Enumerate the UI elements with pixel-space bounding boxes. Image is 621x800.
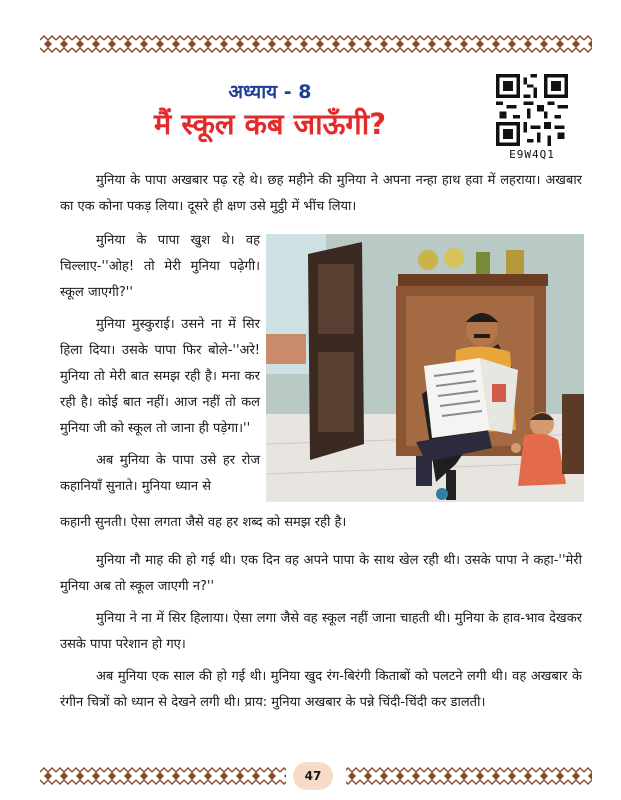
page-number: 47 xyxy=(293,762,333,790)
qr-block[interactable] xyxy=(494,74,570,161)
paragraph-5: मुनिया नौ माह की हो गई थी। एक दिन वह अपने पापा के साथ खेल रही थी। उसके पापा ने कहा-''मेरी मुनिया अब तो स्कूल जाएगी न?'' xyxy=(60,553,582,594)
paragraph-3: मुनिया मुस्कुराई। उसने ना में सिर हिला दिया। उसके पापा फिर बोले-''अरे! मुनिया तो मेरी बात समझ रही है। मना कर रही है। कोई बात नहीं। आज नहीं तो कल मुनिया जी को स्कूल तो जाना ही पड़ेगा।'' xyxy=(60,317,260,436)
paragraph-6: मुनिया ने ना में सिर हिलाया। ऐसा लगा जैसे वह स्कूल नहीं जाना चाहती थी। मुनिया के हाव-भाव देखकर उसके पापा परेशान हो गए। xyxy=(60,611,582,652)
paragraph-7: अब मुनिया एक साल की हो गई थी। मुनिया खुद रंग-बिरंगी किताबों को पलटने लगी थी। वह अखबार के रंगीन चित्रों को ध्यान से देखने लगी थी। प्राय: मुनिया अखबार के पन्ने चिंदी-चिंदी कर डालती। xyxy=(60,669,582,710)
chapter-title: मैं स्कूल कब जाऊँगी? xyxy=(153,107,387,141)
paragraph-4-start: अब मुनिया के पापा उसे हर रोज कहानियाँ सुनाते। मुनिया ध्यान से xyxy=(60,453,260,494)
chapter-number: अध्याय - 8 xyxy=(228,81,312,103)
qr-code-text: E9W4Q1 xyxy=(509,148,555,161)
chapter-header xyxy=(60,78,480,142)
decorative-border-top xyxy=(40,34,592,54)
qr-code-icon xyxy=(496,74,568,146)
illustration-father-reading xyxy=(266,234,584,502)
paragraph-1: मुनिया के पापा अखबार पढ़ रहे थे। छह महीने की मुनिया ने अपना नन्हा हाथ हवा में लहराया। अखबार का एक कोना पकड़ लिया। दूसरे ही क्षण उसे मुट्ठी में भींच लिया। xyxy=(60,173,582,214)
left-column xyxy=(60,228,260,500)
paragraph-2: मुनिया के पापा खुश थे। वह चिल्लाए-''ओह! तो मेरी मुनिया पढ़ेगी। स्कूल जाएगी?'' xyxy=(60,233,260,300)
paragraph-4-end: कहानी सुनती। ऐसा लगता जैसे वह हर शब्द को समझ रही है। xyxy=(60,515,347,530)
